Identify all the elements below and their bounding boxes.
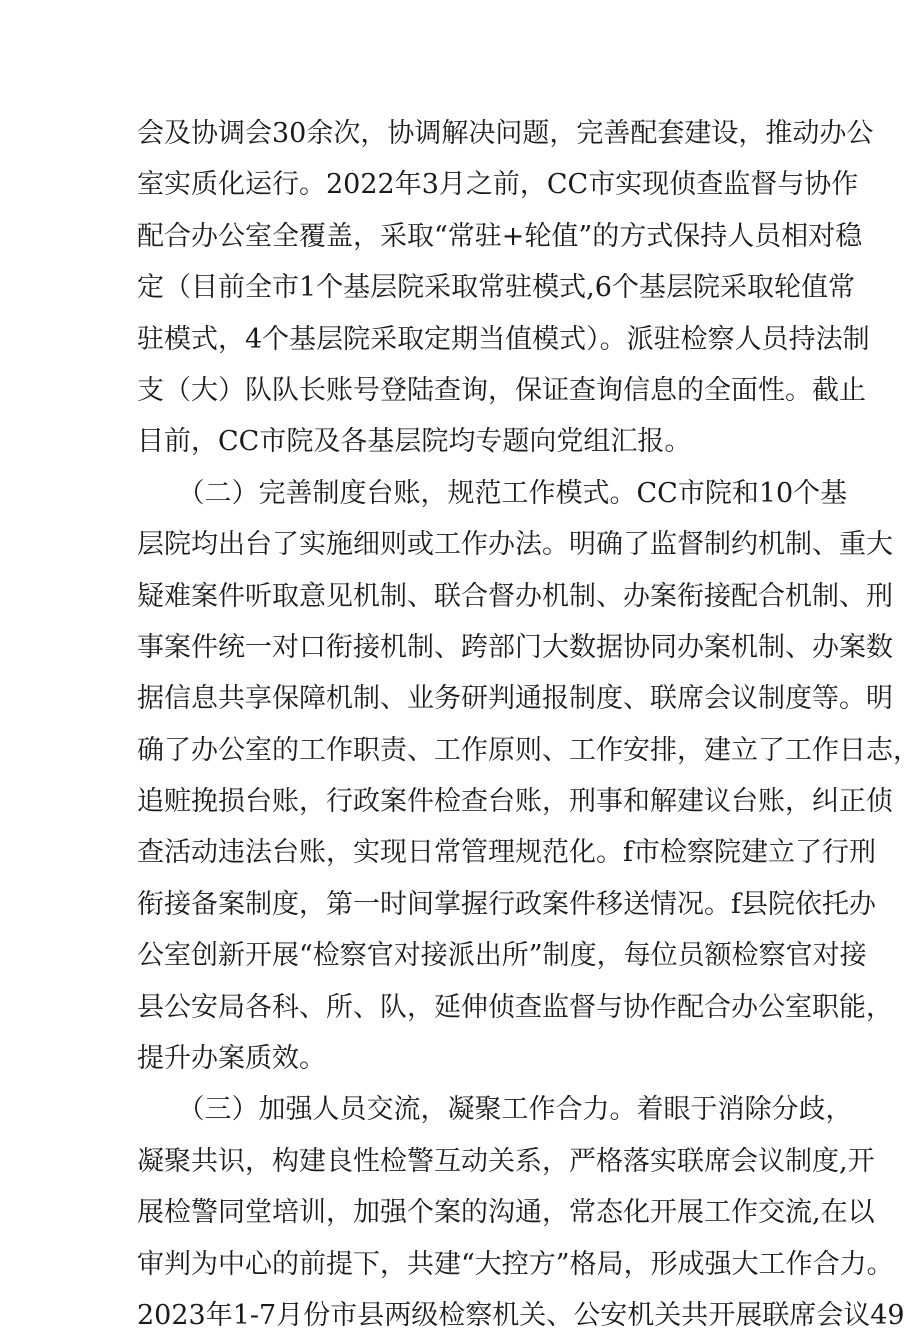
text-line: 目前，CC市院及各基层院均专题向党组汇报。	[137, 426, 692, 458]
text-line: 事案件统一对口衔接机制、跨部门大数据协同办案机制、办案数	[137, 631, 893, 663]
text-line: 配合办公室全覆盖，采取“常驻+轮值”的方式保持人员相对稳	[137, 220, 863, 252]
text-line: 据信息共享保障机制、业务研判通报制度、联席会议制度等。明	[137, 683, 893, 715]
text-line: 定（目前全市1个基层院采取常驻模式,6个基层院采取轮值常	[137, 272, 855, 304]
text-line: （二）完善制度台账，规范工作模式。CC市院和10个基	[137, 477, 848, 509]
text-line: 疑难案件听取意见机制、联合督办机制、办案衔接配合机制、刑	[137, 580, 893, 612]
text-line: 查活动违法台账，实现日常管理规范化。f市检察院建立了行刑	[137, 837, 876, 869]
text-line: （三）加强人员交流，凝聚工作合力。着眼于消除分歧，	[137, 1094, 853, 1126]
text-line: 层院均出台了实施细则或工作办法。明确了监督制约机制、重大	[137, 529, 893, 561]
text-line: 会及协调会30余次，协调解决问题，完善配套建设，推动办公	[137, 118, 874, 149]
text-line: 提升办案质效。	[137, 1043, 326, 1075]
text-line: 追赃挽损台账，行政案件检查台账，刑事和解建议台账，纠正侦	[137, 786, 893, 818]
text-line: 审判为中心的前提下，共建“大控方”格局，形成强大工作合力。	[137, 1248, 894, 1280]
text-line: 县公安局各科、所、队，延伸侦查监督与协作配合办公室职能，	[137, 991, 893, 1023]
text-line: 展检警同堂培训，加强个案的沟通，常态化开展工作交流,在以	[137, 1197, 875, 1229]
text-line: 2023年1-7月份市县两级检察机关、公安机关共开展联席会议49	[137, 1299, 905, 1331]
body-text	[137, 108, 920, 1341]
text-line: 衔接备案制度，第一时间掌握行政案件移送情况。f县院依托办	[137, 888, 876, 920]
text-line: 公室创新开展“检察官对接派出所”制度，每位员额检察官对接	[137, 940, 867, 972]
text-line: 室实质化运行。2022年3月之前，CC市实现侦查监督与协作	[137, 169, 859, 201]
text-line: 凝聚共识，构建良性检警互动关系，严格落实联席会议制度,开	[137, 1145, 875, 1177]
text-line: 确了办公室的工作职责、工作原则、工作安排，建立了工作日志，	[137, 734, 920, 766]
text-line: 驻模式，4个基层院采取定期当值模式）。派驻检察人员持法制	[137, 323, 870, 355]
text-line: 支（大）队队长账号登陆查询，保证查询信息的全面性。截止	[137, 374, 866, 406]
